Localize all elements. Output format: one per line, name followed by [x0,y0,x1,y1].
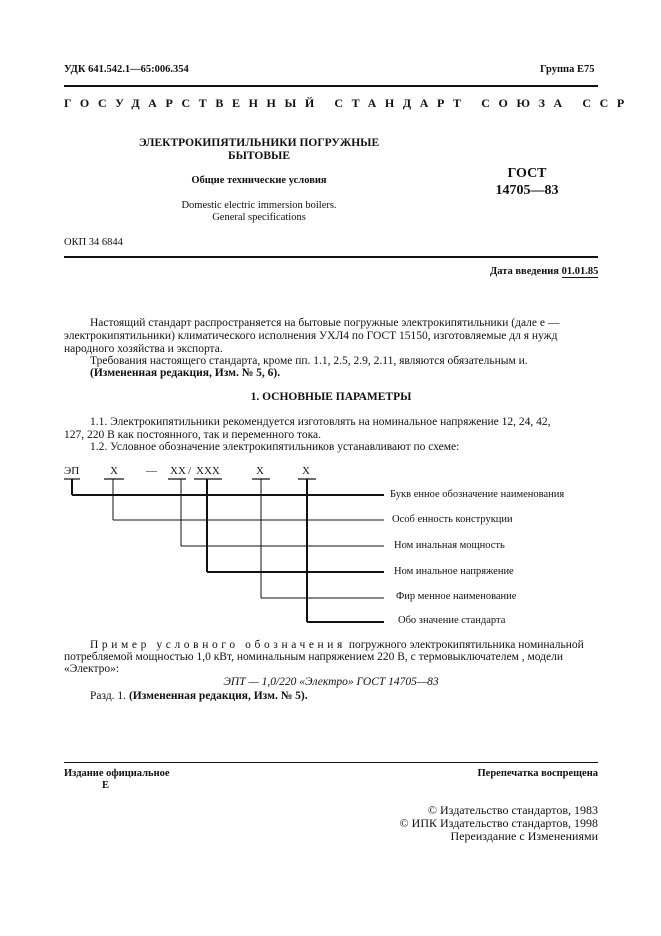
razd-amendment [90,690,308,702]
scheme-label-standard: Обо значение стандарта [398,615,506,626]
intro-p1-line1: Настоящий стандарт распространяется на бытовые погружные электрокипятильники (дале е — [90,317,560,329]
okp-code: ОКП 34 6844 [64,237,123,248]
intro-p2: Требования настоящего стандарта, кроме пп. 1.1, 2.5, 2.9, 2.11, являются обязательным и. [90,355,528,367]
clause-1-2: 1.2. Условное обозначение электрокипятильников устанавливают по схеме: [90,441,460,453]
state-standard-title: ГОСУДАРСТВЕННЫЙ СТАНДАРТ СОЮЗА ССР [64,96,633,110]
scheme-label-letter-designation: Букв енное обозначение наименования [390,489,565,500]
scheme-label-rated-power: Ном инальная мощность [394,540,505,551]
footer-rule [64,762,598,763]
scheme-code-ep: ЭП [64,465,80,477]
scheme-code-xxx: XXX [196,465,220,477]
intro-date-value: 01.01.85 [561,266,599,277]
scheme-code-slash: / [188,465,192,477]
group-code: Группа Е75 [540,64,595,75]
official-edition: Издание официальное [64,768,170,779]
copyright-1983: © Издательство стандартов, 1983 [427,803,598,817]
title-subtitle: Общие технические условия [191,175,327,186]
example-line1 [90,639,584,651]
clause-1-1-line2: 127, 220 В как постоянного, так и переменного тока. [64,429,322,441]
reprint-prohibited: Перепечатка воспрещена [477,768,598,779]
title-line-1: ЭЛЕКТРОКИПЯТИЛЬНИКИ ПОГРУЖНЫЕ [138,137,380,149]
scheme-code-x3: X [302,465,310,477]
copyright-1998: © ИПК Издательство стандартов, 1998 [399,816,598,830]
intro-date-label: Дата введения [490,266,559,277]
intro-p1-line2: электрокипятильники) климатического исполнения УХЛ4 по ГОСТ 15150, изготовляемые дл я нужд [64,330,558,342]
example-designation: ЭПТ — 1,0/220 «Электро» ГОСТ 14705—83 [223,676,439,688]
scheme-label-brand-name: Фир менное наименование [396,591,517,602]
gost-label: ГОСТ [507,166,547,181]
scheme-code-x1: X [110,465,118,477]
example-line2: потребляемой мощностью 1,0 кВт, номинальным напряжением 220 В, с термовыключателем , модели [64,651,564,663]
scheme-label-rated-voltage: Ном инальное напряжение [394,566,514,577]
clause-1-1-line1: 1.1. Электрокипятильники рекомендуется изготовлять на номинальное напряжение 12, 24, 42, [90,416,551,428]
udk-code: УДК 641.542.1—65:006.354 [64,64,189,75]
example-line1-rest: погружного электрокипятильника номинальной [348,639,584,651]
edition-mark: E [102,780,110,791]
scheme-code-dash: — [146,465,157,477]
intro-p1-line3: народного хозяйства и экспорта. [64,343,223,355]
scheme-code-xx: XX [170,465,186,477]
razd-amend-text: (Измененная редакция, Изм. № 5). [128,690,308,702]
title-english-1: Domestic electric immersion boilers. [181,200,337,211]
scheme-label-design-feature: Особ енность конструкции [392,514,513,525]
example-spaced-heading: Пример условного обозначения [90,639,346,651]
scheme-code-x2: X [256,465,264,477]
gost-number: 14705—83 [495,183,559,198]
razd-label: Разд. 1. [90,690,127,702]
title-line-2: БЫТОВЫЕ [228,150,290,162]
reissue-note: Переиздание с Изменениями [450,829,598,843]
intro-amendment: (Измененная редакция, Изм. № 5, 6). [90,367,281,379]
title-english-2: General specifications [212,212,306,223]
section-1-heading: 1. ОСНОВНЫЕ ПАРАМЕТРЫ [250,391,412,403]
example-line3: «Электро»: [64,663,120,675]
